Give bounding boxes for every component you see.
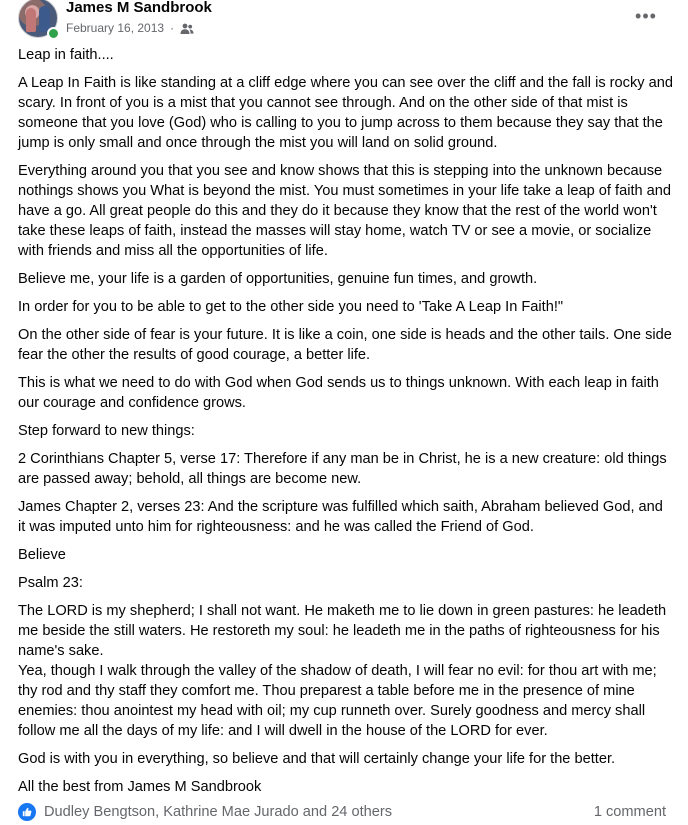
author-name[interactable]: James M Sandbrook (66, 0, 212, 16)
post-paragraph: The LORD is my shepherd; I shall not want. He maketh me to lie down in green pastures: he leadeth me beside the still waters. He restoreth my soul: he leadeth me in the paths of righteousness for his name's sake. (18, 603, 667, 659)
post-paragraph: On the other side of fear is your future. It is like a coin, one side is heads and the other tails. One side fear the other the results of good courage, a better life. (18, 327, 672, 363)
post-paragraph: This is what we need to do with God when God sends us to things unknown. With each leap in faith our courage and confidence grows. (18, 375, 659, 411)
post-paragraph: God is with you in everything, so believe and that will certainly change your life for the better. (18, 751, 616, 767)
more-options-icon[interactable]: ••• (635, 5, 657, 26)
post-paragraph: James Chapter 2, verses 23: And the scripture was fulfilled which saith, Abraham believed God, and it was imputed unto him for righteousness: and he was called the Friend of God. (18, 499, 663, 535)
post-paragraph: 2 Corinthians Chapter 5, verse 17: Therefore if any man be in Christ, he is a new creature: old things are passed away; behold, all things are become new. (18, 451, 667, 487)
avatar-figure (26, 8, 36, 32)
post-paragraph: Believe (18, 547, 66, 563)
post-date[interactable]: February 16, 2013 (66, 21, 165, 35)
post-header (18, 0, 678, 40)
post-paragraph: Yea, though I walk through the valley of the shadow of death, I will fear no evil: for thou art with me; thy rod and thy staff they comfort me. Thou preparest a table before me in the presence of mine enemies: thou anointest my head with oil; my cup runneth over. Surely goodness and mercy shall follow me all the days of my life: and I will dwell in the house of the LORD for ever. (18, 663, 657, 739)
post-paragraph: Everything around you that you see and know shows that this is stepping into the unknown because nothings shows you What is beyond the mist. You must sometimes in your life take a leap of faith and have a go. All great people do this and they do it because they know that the rest of the world won't take these leaps of faith, instead the masses will stay home, watch TV or see a movie, or socialize with friends and miss all the opportunities of life. (18, 163, 672, 259)
post-footer (18, 800, 668, 824)
post-paragraph: A Leap In Faith is like standing at a cliff edge where you can see over the cliff and the fall is rocky and scary. In front of you is a mist that you cannot see through. And on the other side of that mist is someone that you love (God) who is calling to you to jump across to them because they say that the jump is only small and once through the mist you will land on solid ground. (18, 75, 673, 151)
post-paragraph: Believe me, your life is a garden of opportunities, genuine fun times, and growth. (18, 271, 538, 287)
post-paragraph: Psalm 23: (18, 575, 83, 591)
post-paragraph: In order for you to be able to get to the other side you need to 'Take A Leap In Faith!" (18, 299, 564, 315)
online-status-icon (47, 27, 60, 40)
post-paragraph: Step forward to new things: (18, 423, 195, 439)
like-icon[interactable] (18, 803, 36, 821)
reactors-link[interactable]: Dudley Bengtson, Kathrine Mae Jurado and 24 others (44, 804, 393, 820)
post-body (18, 45, 674, 805)
meta-separator: · (170, 21, 175, 35)
post-meta (66, 21, 194, 35)
post-paragraph: Leap in faith.... (18, 47, 114, 63)
comments-link[interactable]: 1 comment (593, 804, 666, 820)
friends-icon[interactable] (180, 23, 194, 35)
post-paragraph: All the best from James M Sandbrook (18, 779, 262, 795)
